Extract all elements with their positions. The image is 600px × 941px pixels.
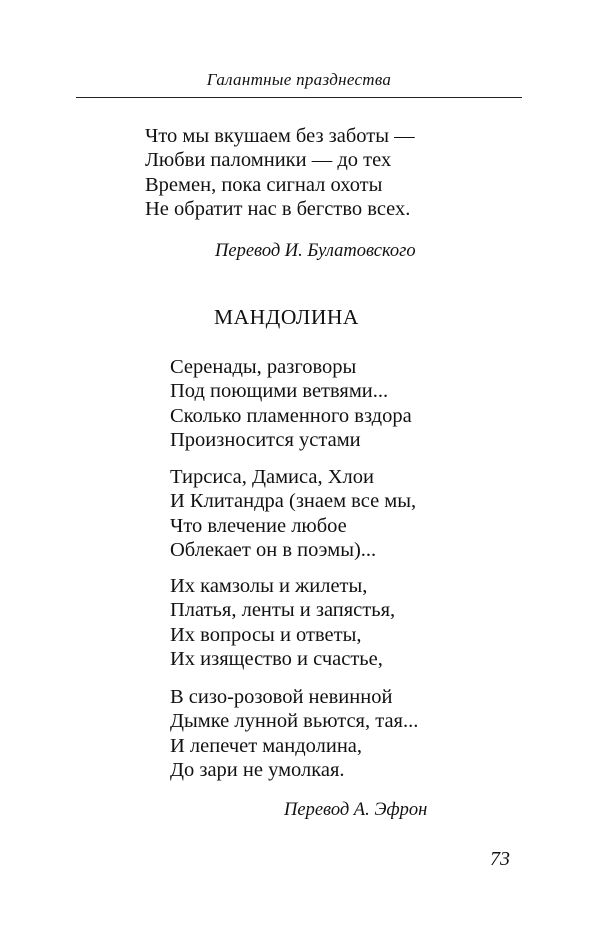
verse-line: Времен, пока сигнал охоты <box>145 173 383 196</box>
page-number: 73 <box>490 848 510 870</box>
verse-line: До зари не умолкая. <box>170 758 345 781</box>
verse-line: Не обратит нас в бегство всех. <box>145 197 411 220</box>
verse-line: Тирсиса, Дамиса, Хлои <box>170 466 374 488</box>
stanza <box>170 355 412 452</box>
verse-line: Под поющими ветвями... <box>170 380 389 403</box>
stanza <box>170 685 418 782</box>
stanza <box>170 574 395 671</box>
verse-line: Что влечение любое <box>170 514 347 537</box>
stanza <box>170 465 416 562</box>
verse-line: В сизо-розовой невинной <box>170 686 393 708</box>
running-head: Галантные празднества <box>206 70 392 89</box>
verse-line: Любви паломники — до тех <box>145 149 392 172</box>
verse-line: Облекает он в поэмы)... <box>170 538 377 561</box>
prev-poem-stanza <box>145 124 415 221</box>
translator-credit: Перевод А. Эфрон <box>284 800 428 820</box>
verse-line: Произносится устами <box>170 428 361 451</box>
verse-line: Их камзолы и жилеты, <box>170 575 368 597</box>
verse-line: Дымке лунной вьются, тая... <box>170 710 419 733</box>
verse-line: Серенады, разговоры <box>170 356 357 378</box>
verse-line: Что мы вкушаем без заботы — <box>145 125 415 147</box>
verse-line: Сколько пламенного вздора <box>170 404 412 427</box>
verse-line: И лепечет мандолина, <box>170 734 363 757</box>
translator-credit: Перевод И. Булатовского <box>215 241 416 261</box>
verse-line: Их вопросы и ответы, <box>170 623 362 646</box>
header-rule <box>76 97 522 98</box>
verse-line: И Клитандра (знаем все мы, <box>170 490 417 513</box>
poem-title-text: МАНДОЛИНА <box>214 305 359 329</box>
verse-line: Платья, ленты и запястья, <box>170 599 396 622</box>
verse-line: Их изящество и счастье, <box>170 647 383 670</box>
